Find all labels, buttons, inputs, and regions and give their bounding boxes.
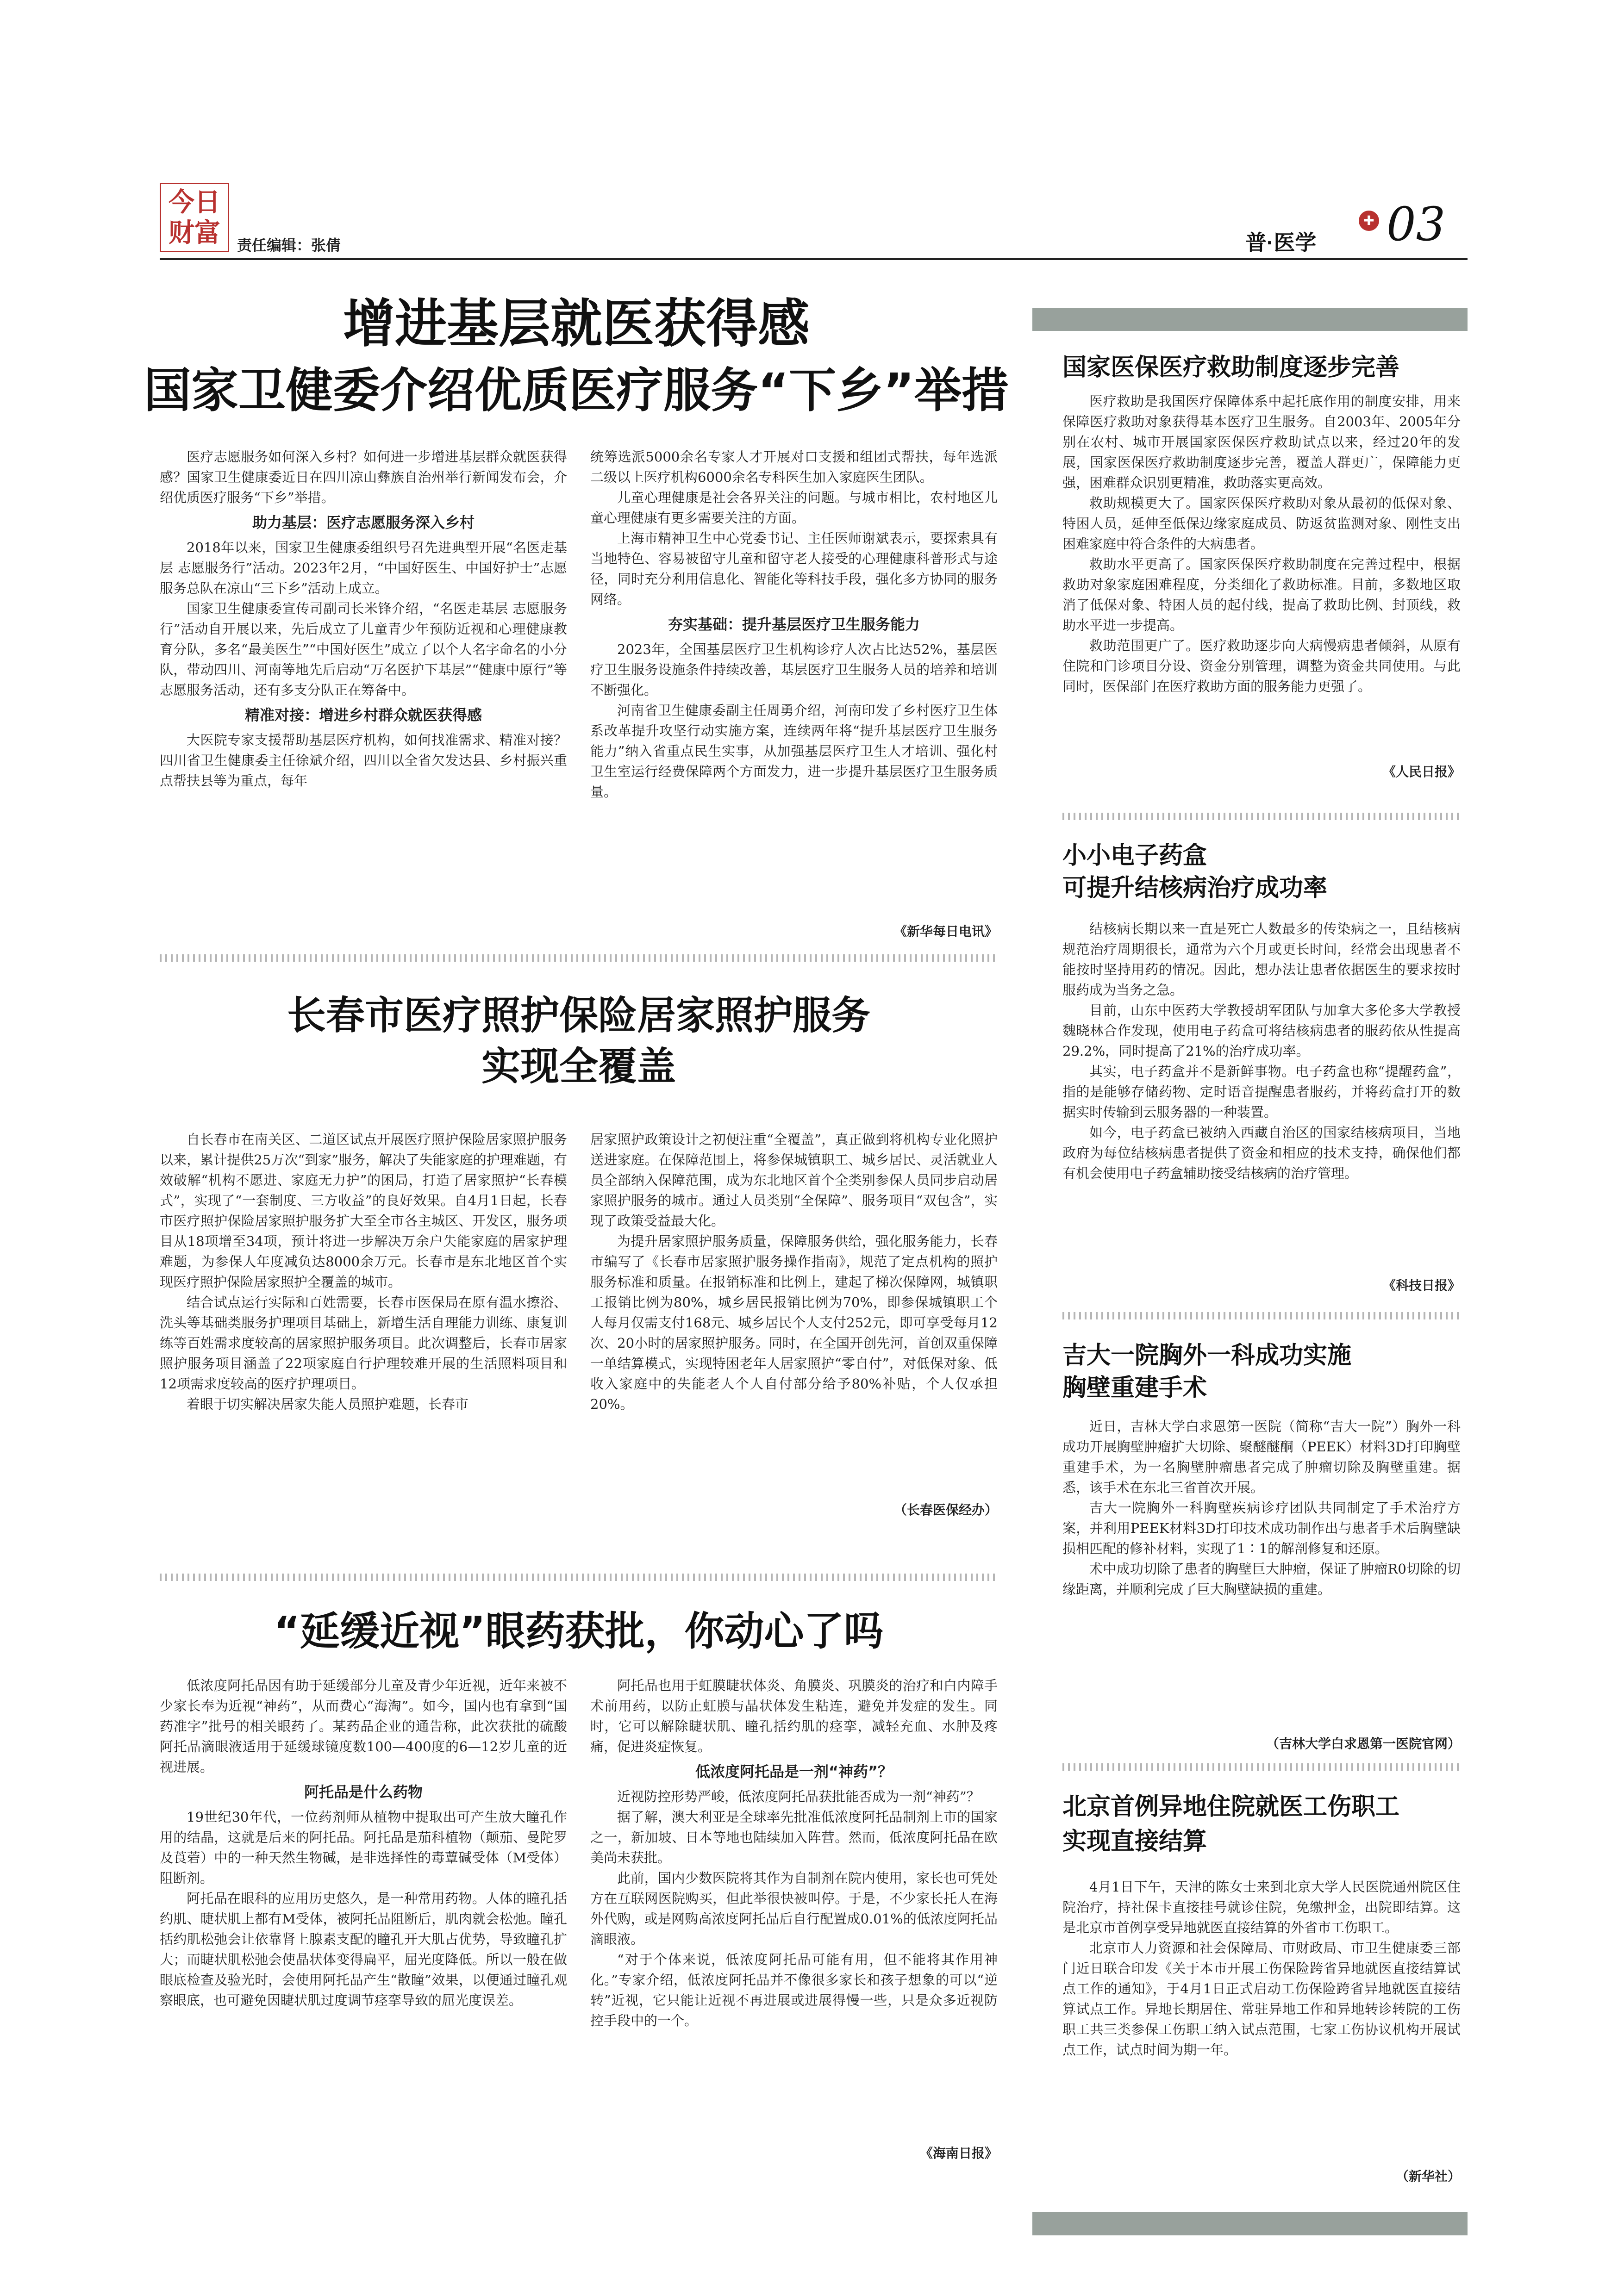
paragraph: 19世纪30年代，一位药剂师从植物中提取出可产生放大瞳孔作用的结晶，这就是后来的阿托品。阿托品是茄科植物（颠茄、曼陀罗及莨菪）中的一种天然生物碱，是非选择性的毒蕈碱受体（M受体）阻断剂。 bbox=[160, 1809, 567, 1886]
side3-source: （吉林大学白求恩第一医院官网） bbox=[1266, 1736, 1461, 1751]
paragraph: 此前，国内少数医院将其作为自制剂在院内使用，家长也可凭处方在互联网医院购买，但此举很快被叫停。于是，不少家长托人在海外代购，或是网购高浓度阿托品后自行配置成0.01%的低浓度阿托品滴眼液。 bbox=[590, 1870, 998, 1947]
side2-title-line2: 可提升结核病治疗成功率 bbox=[1062, 874, 1328, 902]
side3-title-line1: 吉大一院胸外一科成功实施 bbox=[1062, 1342, 1352, 1369]
article3-column1 bbox=[160, 1675, 567, 2010]
side3-title-line2: 胸壁重建手术 bbox=[1062, 1374, 1207, 1402]
paragraph: 2018年以来，国家卫生健康委组织号召先进典型开展“名医走基层 志愿服务行”活动。2023年2月，“中国好医生、中国好护士”志愿服务总队在凉山“三下乡”活动上成立。 bbox=[160, 540, 567, 596]
side2-title-line1: 小小电子药盒 bbox=[1062, 842, 1207, 870]
paragraph: 医疗救助是我国医疗保障体系中起托底作用的制度安排，用来保障医疗救助对象获得基本医疗卫生服务。自2003年、2005年分别在农村、城市开展国家医保医疗救助试点以来，经过20年的发展，国家医保医疗救助制度逐步完善，覆盖人群更广，保障能力更强，困难群众识别更精准，救助落实更高效。 bbox=[1062, 393, 1461, 491]
article1-title-line2: 国家卫健委介绍优质医疗服务“下乡”举措 bbox=[144, 363, 1009, 418]
paragraph: 2023年，全国基层医疗卫生机构诊疗人次占比达52%，基层医疗卫生服务设施条件持续改善，基层医疗卫生服务人员的培养和培训不断强化。 bbox=[590, 641, 998, 698]
article2-column2 bbox=[590, 1129, 998, 1414]
divider bbox=[160, 1574, 998, 1581]
paragraph: 低浓度阿托品因有助于延缓部分儿童及青少年近视，近年来被不少家长奉为近视“神药”，从而费心“海淘”。如今，国内也有拿到“国药准字”批号的相关眼药了。某药品企业的通告称，此次获批的硫酸阿托品滴眼液适用于延缓球镜度数100—400度的6—12岁儿童的近视进展。 bbox=[160, 1678, 567, 1775]
paragraph: 据了解，澳大利亚是全球率先批准低浓度阿托品制剂上市的国家之一，新加坡、日本等地也陆续加入阵营。然而，低浓度阿托品在欧美尚未获批。 bbox=[590, 1809, 998, 1866]
subheading: 阿托品是什么药物 bbox=[304, 1783, 423, 1801]
article3-title: “延缓近视”眼药获批，你动心了吗 bbox=[274, 1608, 884, 1655]
subheading: 低浓度阿托品是一剂“神药”？ bbox=[695, 1763, 893, 1780]
paragraph: 自长春市在南关区、二道区试点开展医疗照护保险居家照护服务以来，累计提供25万次“到家”服务，解决了失能家庭的护理难题，有效破解“机构不愿进、家庭无力护”的困局，打造了居家照护“长春模式”，实现了“一套制度、三方收益”的良好效果。自4月1日起，长春市医疗照护保险居家照护服务扩大至全市各主城区、开发区，服务项目从18项增至34项，预计将进一步解决万余户失能家庭的居家护理难题，为参保人年度减负达8000余万元。长春市是东北地区首个实现医疗照护保险居家照护全覆盖的城市。 bbox=[160, 1132, 567, 1290]
article1-column1 bbox=[160, 447, 567, 791]
paragraph: 阿托品在眼科的应用历史悠久，是一种常用药物。人体的瞳孔括约肌、睫状肌上都有M受体，被阿托品阻断后，肌肉就会松弛。瞳孔括约肌松弛会让依靠肾上腺素支配的瞳孔开大肌占优势，导致瞳孔扩大；而睫状肌松弛会使晶状体变得扁平，屈光度降低。所以一般在做眼底检查及验光时，会使用阿托品产生“散瞳”效果，以便通过瞳孔观察眼底，也可避免因睫状肌过度调节痉挛导致的屈光度误差。 bbox=[160, 1891, 567, 2008]
side3-body bbox=[1062, 1416, 1461, 1599]
article3-column2 bbox=[590, 1675, 998, 2031]
paragraph: 目前，山东中医药大学教授胡军团队与加拿大多伦多大学教授魏晓林合作发现，使用电子药盒可将结核病患者的服药依从性提高29.2%，同时提高了21%的治疗成功率。 bbox=[1062, 1002, 1461, 1059]
paragraph: 4月1日下午，天津的陈女士来到北京大学人民医院通州院区住院治疗，持社保卡直接挂号就诊住院，免缴押金，出院即结算。这是北京市首例享受异地就医直接结算的外省市工伤职工。 bbox=[1062, 1879, 1461, 1935]
side2-source: 《科技日报》 bbox=[1382, 1278, 1461, 1293]
paragraph: 上海市精神卫生中心党委书记、主任医师谢斌表示，要探索具有当地特色、容易被留守儿童和留守老人接受的心理健康科普形式与途径，同时充分利用信息化、智能化等科技手段，强化多方协同的服务网络。 bbox=[590, 530, 998, 607]
header-rule bbox=[160, 258, 1468, 260]
paragraph: 阿托品也用于虹膜睫状体炎、角膜炎、巩膜炎的治疗和白内障手术前用药，以防止虹膜与晶状体发生粘连，避免并发症的发生。同时，它可以解除睫状肌、瞳孔括约肌的痉挛，减轻充血、水肿及疼痛，促进炎症恢复。 bbox=[590, 1678, 998, 1755]
article1-title-line1: 增进基层就医获得感 bbox=[343, 294, 810, 354]
subheading: 精准对接：增进乡村群众就医获得感 bbox=[244, 706, 482, 724]
paragraph: 居家照护政策设计之初便注重“全覆盖”，真正做到将机构专业化照护送进家庭。在保障范围上，将参保城镇职工、城乡居民、灵活就业人员全部纳入保障范围，成为东北地区首个全类别参保人员同步启动居家照护服务的城市。通过人员类别“全保障”、服务项目“双包含”，实现了政策受益最大化。 bbox=[590, 1132, 998, 1229]
masthead-logo bbox=[160, 183, 229, 252]
sidebar-top-bar bbox=[1032, 308, 1468, 331]
divider bbox=[1062, 1312, 1461, 1319]
side4-title-line2: 实现直接结算 bbox=[1062, 1828, 1207, 1855]
paragraph: 近视防控形势严峻，低浓度阿托品获批能否成为一剂“神药”？ bbox=[617, 1789, 980, 1804]
subheading: 助力基层：医疗志愿服务深入乡村 bbox=[252, 514, 475, 531]
article2-title-line2: 实现全覆盖 bbox=[481, 1044, 676, 1089]
editor-credit: 责任编辑：张倩 bbox=[237, 237, 341, 254]
paragraph: 其实，电子药盒并不是新鲜事物。电子药盒也称“提醒药盒”，指的是能够存储药物、定时语音提醒患者服药，并将药盒打开的数据实时传输到云服务器的一种装置。 bbox=[1062, 1064, 1461, 1120]
paragraph: 吉大一院胸外一科胸壁疾病诊疗团队共同制定了手术治疗方案，并利用PEEK材料3D打印技术成功制作出与患者手术后胸壁缺损相匹配的修补材料，实现了1∶1的解剖修复和还原。 bbox=[1062, 1500, 1461, 1556]
paragraph: 着眼于切实解决居家失能人员照护难题，长春市 bbox=[187, 1396, 469, 1412]
paragraph: 医疗志愿服务如何深入乡村？如何进一步增进基层群众就医获得感？国家卫生健康委近日在四川凉山彝族自治州举行新闻发布会，介绍优质医疗服务“下乡”举措。 bbox=[160, 449, 567, 505]
paragraph: 国家卫生健康委宣传司副司长米锋介绍，“名医走基层 志愿服务行”活动自开展以来，先后成立了儿童青少年预防近视和心理健康教育分队，多名“最美医生”“中国好医生”成立了以个人名字命名的小分队，带动四川、河南等地先后启动“万名医护下基层”“健康中原行”等志愿服务活动，还有多支分队正在筹备中。 bbox=[160, 601, 567, 698]
section-icon: ✚ bbox=[1359, 211, 1379, 231]
section-name: 普·医学 bbox=[1245, 230, 1317, 255]
paragraph: “对于个体来说，低浓度阿托品可能有用，但不能将其作用神化。”专家介绍，低浓度阿托品并不像很多家长和孩子想象的可以“逆转”近视，它只能让近视不再进展或进展得慢一些，只是众多近视防控手段中的一个。 bbox=[590, 1952, 998, 2028]
subheading: 夯实基础：提升基层医疗卫生服务能力 bbox=[668, 616, 920, 633]
paragraph: 为提升居家照护服务质量，保障服务供给，强化服务能力，长春市编写了《长春市居家照护服务操作指南》，规范了定点机构的照护服务标准和质量。在报销标准和比例上，建起了梯次保障网，城镇职工报销比例为80%，城乡居民报销比例为70%，即参保城镇职工个人每月仅需支付168元、城乡居民个人支付252元，即可享受每月12次、20小时的居家照护服务。同时，在全国开创先河，首创双重保障一单结算模式，实现特困老年人居家照护“零自付”，对低保对象、低收入家庭中的失能老人个人自付部分给予80%补贴，个人仅承担20%。 bbox=[590, 1233, 998, 1412]
divider bbox=[1062, 813, 1461, 820]
paragraph: 统筹选派5000余名专家人才开展对口支援和组团式帮扶，每年选派二级以上医疗机构6000余名专科医生加入家庭医生团队。 bbox=[590, 449, 998, 485]
article2-source: （长春医保经办） bbox=[893, 1502, 998, 1518]
paragraph: 救助规模更大了。国家医保医疗救助对象从最初的低保对象、特困人员，延伸至低保边缘家庭成员、防返贫监测对象、刚性支出困难家庭中符合条件的大病患者。 bbox=[1062, 495, 1461, 552]
article1-column2 bbox=[590, 447, 998, 802]
logo-text: 今日财富 bbox=[169, 187, 220, 248]
paragraph: 救助水平更高了。国家医保医疗救助制度在完善过程中，根据救助对象家庭困难程度，分类细化了救助标准。目前，多数地区取消了低保对象、特困人员的起付线，提高了救助比例、封顶线，救助水平进一步提高。 bbox=[1062, 556, 1461, 633]
article1-source: 《新华每日电讯》 bbox=[893, 924, 998, 939]
side1-source: 《人民日报》 bbox=[1382, 764, 1461, 779]
side4-body bbox=[1062, 1877, 1461, 2060]
article3-source: 《海南日报》 bbox=[919, 2146, 998, 2161]
sidebar-bottom-bar bbox=[1032, 2212, 1468, 2235]
article2-title-line1: 长春市医疗照护保险居家照护服务 bbox=[287, 993, 870, 1038]
side4-source: （新华社） bbox=[1395, 2169, 1461, 2184]
article2-column1 bbox=[160, 1129, 567, 1414]
paragraph: 如今，电子药盒已被纳入西藏自治区的国家结核病项目，当地政府为每位结核病患者提供了资金和相应的技术支持，确保他们都有机会使用电子药盒辅助接受结核病的治疗管理。 bbox=[1062, 1125, 1461, 1181]
page-number: 03 bbox=[1387, 197, 1446, 251]
paragraph: 近日，吉林大学白求恩第一医院（简称“吉大一院”）胸外一科成功开展胸壁肿瘤扩大切除、聚醚醚酮（PEEK）材料3D打印胸壁重建手术，为一名胸壁肿瘤患者完成了肿瘤切除及胸壁重建。据悉，该手术在东北三省首次开展。 bbox=[1062, 1419, 1461, 1495]
paragraph: 术中成功切除了患者的胸壁巨大肿瘤，保证了肿瘤R0切除的切缘距离，并顺利完成了巨大胸壁缺损的重建。 bbox=[1062, 1561, 1461, 1597]
divider bbox=[160, 954, 998, 962]
paragraph: 河南省卫生健康委副主任周勇介绍，河南印发了乡村医疗卫生体系改革提升攻坚行动实施方案，连续两年将“提升基层医疗卫生服务能力”纳入省重点民生实事，从加强基层医疗卫生人才培训、强化村卫生室运行经费保障两个方面发力，进一步提升基层医疗卫生服务质量。 bbox=[590, 703, 998, 800]
paragraph: 儿童心理健康是社会各界关注的问题。与城市相比，农村地区儿童心理健康有更多需要关注的方面。 bbox=[590, 490, 998, 526]
side4-title-line1: 北京首例异地住院就医工伤职工 bbox=[1062, 1793, 1400, 1821]
side1-body bbox=[1062, 391, 1461, 697]
paragraph: 大医院专家支援帮助基层医疗机构，如何找准需求、精准对接？四川省卫生健康委主任徐斌介绍，四川以全省欠发达县、乡村振兴重点帮扶县等为重点，每年 bbox=[160, 732, 567, 789]
side1-title: 国家医保医疗救助制度逐步完善 bbox=[1062, 354, 1400, 381]
paragraph: 救助范围更广了。医疗救助逐步向大病慢病患者倾斜，从原有住院和门诊项目分设、资金分别管理，调整为资金共同使用。与此同时，医保部门在医疗救助方面的服务能力更强了。 bbox=[1062, 638, 1461, 694]
divider bbox=[1062, 1763, 1461, 1771]
side2-body bbox=[1062, 919, 1461, 1183]
paragraph: 北京市人力资源和社会保障局、市财政局、市卫生健康委三部门近日联合印发《关于本市开展工伤保险跨省异地就医直接结算试点工作的通知》，于4月1日正式启动工伤保险跨省异地就医直接结算试点工作。异地长期居住、常驻异地工作和异地转诊转院的工伤职工共三类参保工伤职工纳入试点范围，七家工伤协议机构开展试点工作，试点时间为期一年。 bbox=[1062, 1940, 1461, 2058]
paragraph: 结合试点运行实际和百姓需要，长春市医保局在原有温水擦浴、洗头等基础类服务护理项目基础上，新增生活自理能力训练、康复训练等百姓需求度较高的居家照护服务项目。此次调整后，长春市居家照护服务项目涵盖了22项家庭自行护理较难开展的生活照料项目和12项需求度较高的医疗护理项目。 bbox=[160, 1294, 567, 1392]
paragraph: 结核病长期以来一直是死亡人数最多的传染病之一，且结核病规范治疗周期很长，通常为六个月或更长时间，经常会出现患者不能按时坚持用药的情况。因此，想办法让患者依据医生的要求按时服药成为当务之急。 bbox=[1062, 921, 1461, 998]
